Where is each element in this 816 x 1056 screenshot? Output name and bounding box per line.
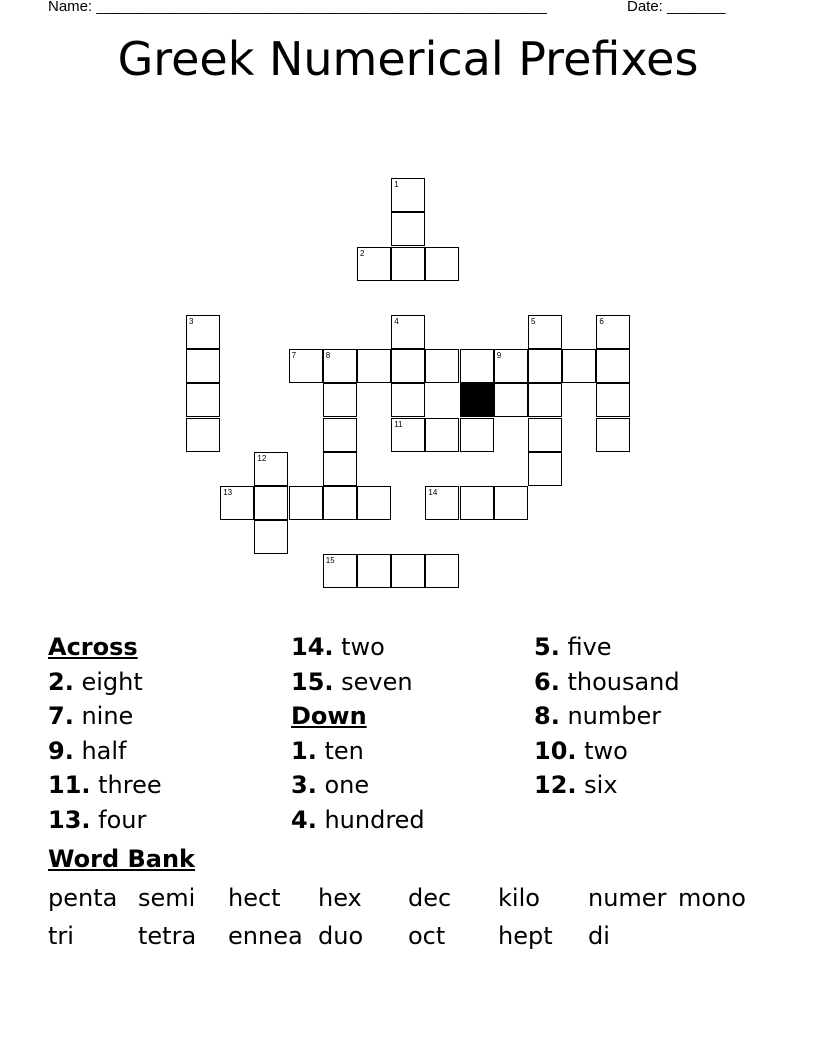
clue-number: 13 [223, 488, 233, 497]
date-field-label: Date: _______ [627, 0, 726, 15]
word-bank-word: duo [318, 922, 364, 950]
clue-number: 10 [462, 385, 472, 395]
clue-item-text: three [90, 771, 162, 799]
clue-number: 5 [531, 317, 536, 326]
clue-item-text: thousand [559, 667, 680, 696]
grid-cell[interactable] [596, 418, 630, 452]
word-bank-word: ennea [228, 922, 303, 950]
grid-cell[interactable] [289, 486, 323, 520]
clue-item-number: 6. [534, 667, 560, 696]
clue-number: 6 [599, 317, 604, 326]
clue-number: 4 [394, 317, 399, 326]
clue-item-text: four [90, 805, 147, 834]
clue-item-number: 8. [534, 702, 560, 730]
clue-item-number: 12. [534, 771, 577, 799]
grid-cell[interactable] [391, 554, 425, 588]
clue-item [534, 734, 774, 769]
grid-cell[interactable] [460, 418, 494, 452]
grid-cell[interactable] [528, 418, 562, 452]
down-heading: Down [291, 702, 367, 730]
word-bank-word: dec [408, 884, 452, 912]
grid-cell[interactable] [425, 349, 459, 383]
grid-cell[interactable] [357, 554, 391, 588]
clue-item-number: 2. [48, 667, 74, 696]
grid-cell[interactable] [357, 349, 391, 383]
page-title: Greek Numerical Prefixes [117, 32, 699, 86]
clue-item [534, 699, 774, 734]
grid-cell[interactable] [220, 486, 254, 520]
clue-number: 15 [325, 556, 335, 566]
grid-cell[interactable] [391, 247, 425, 281]
grid-cell[interactable] [494, 349, 528, 383]
grid-cell[interactable] [186, 315, 220, 349]
word-bank-word: penta [48, 884, 118, 912]
clue-item-text: hundred [316, 805, 425, 834]
clue-item [291, 665, 531, 700]
grid-cell[interactable] [186, 349, 220, 383]
clue-item-text: two [576, 736, 628, 765]
grid-cell[interactable] [425, 554, 459, 588]
clue-item-number: 13. [48, 805, 91, 834]
word-bank-word: mono [678, 884, 746, 912]
clue-item [291, 803, 531, 838]
grid-cell[interactable] [596, 315, 630, 349]
grid-cell[interactable] [391, 212, 425, 246]
grid-cell[interactable] [186, 418, 220, 452]
grid-cell[interactable] [254, 520, 288, 554]
grid-cell[interactable] [425, 418, 459, 452]
word-bank-word: hect [228, 884, 281, 912]
word-bank-word: tetra [138, 922, 197, 950]
grid-cell[interactable] [391, 315, 425, 349]
word-bank-word: hex [318, 884, 362, 912]
name-field-label: Name: ______________________________________________________ [48, 0, 547, 15]
clue-item-number: 14. [291, 633, 334, 661]
grid-cell[interactable] [323, 418, 357, 452]
grid-cell[interactable] [289, 349, 323, 383]
grid-cell[interactable] [460, 486, 494, 520]
clue-number: 3 [189, 317, 194, 326]
grid-cell[interactable] [323, 452, 357, 486]
word-bank-word: numer [588, 884, 667, 912]
word-bank-word: kilo [498, 884, 540, 912]
clue-column-3 [534, 630, 774, 803]
grid-cell[interactable] [596, 383, 630, 417]
grid-cell[interactable] [528, 349, 562, 383]
clue-item-text: ten [316, 736, 364, 765]
grid-cell[interactable] [528, 315, 562, 349]
clue-number: 1 [394, 180, 399, 190]
clue-item-number: 15. [291, 667, 334, 696]
clue-item [291, 768, 531, 803]
grid-cell[interactable] [494, 486, 528, 520]
clue-item-text: eight [73, 667, 143, 696]
grid-cell[interactable] [425, 486, 459, 520]
grid-cell[interactable] [357, 486, 391, 520]
grid-cell[interactable] [391, 418, 425, 452]
clue-item-number: 3. [291, 771, 317, 799]
clue-number: 8 [325, 351, 331, 361]
clue-item [534, 768, 774, 803]
grid-cell[interactable] [357, 247, 391, 281]
grid-cell[interactable] [528, 452, 562, 486]
grid-cell[interactable] [596, 349, 630, 383]
word-bank-word: semi [138, 884, 196, 912]
grid-cell[interactable] [494, 383, 528, 417]
grid-cell[interactable] [562, 349, 596, 383]
grid-cell[interactable] [323, 383, 357, 417]
clue-item [291, 734, 531, 769]
clue-item-number: 1. [291, 736, 317, 765]
grid-cell[interactable] [323, 486, 357, 520]
clue-item-text: number [559, 702, 662, 730]
word-bank-word: di [588, 922, 610, 950]
clue-item [48, 803, 288, 838]
grid-cell[interactable] [391, 383, 425, 417]
word-bank-word: oct [408, 922, 446, 950]
clue-number: 12 [257, 453, 267, 463]
grid-cell[interactable] [323, 349, 357, 383]
clue-item-text: five [559, 633, 612, 661]
clue-item-number: 7. [48, 702, 74, 730]
clue-item-number: 10. [534, 736, 577, 765]
clue-item [48, 734, 288, 769]
clue-item-text: seven [333, 667, 413, 696]
clue-number: 7 [291, 351, 297, 361]
across-heading: Across [48, 633, 138, 661]
clue-column-1 [48, 630, 288, 837]
grid-cell[interactable] [254, 486, 288, 520]
across-clue-list-cont [291, 630, 531, 699]
grid-cell[interactable] [528, 383, 562, 417]
clue-item-number: 11. [48, 771, 91, 799]
clue-item-text: nine [73, 702, 134, 730]
clue-number: 11 [394, 419, 403, 429]
clue-item-number: 5. [534, 633, 560, 661]
grid-cell[interactable] [186, 383, 220, 417]
clue-item-text: half [73, 736, 127, 765]
grid-cell[interactable] [323, 554, 357, 588]
clue-item-text: two [333, 633, 385, 661]
clue-item-text: one [316, 771, 370, 799]
clue-item [534, 665, 774, 700]
clue-item [48, 699, 288, 734]
word-bank-word: tri [48, 922, 74, 950]
clue-number: 2 [360, 248, 365, 258]
clue-item [48, 768, 288, 803]
clue-item [291, 630, 531, 665]
clue-number: 9 [496, 351, 502, 361]
clue-item-number: 9. [48, 736, 74, 765]
clue-item [48, 665, 288, 700]
grid-cell[interactable] [460, 349, 494, 383]
across-clue-list [48, 665, 288, 838]
grid-cell[interactable] [391, 349, 425, 383]
clue-item-number: 4. [291, 805, 317, 834]
down-clue-list-cont [534, 630, 774, 803]
grid-cell[interactable] [391, 178, 425, 212]
grid-cell[interactable] [425, 247, 459, 281]
clue-number: 14 [428, 488, 438, 497]
clue-column-2 [291, 630, 531, 837]
clue-item [534, 630, 774, 665]
word-bank-heading: Word Bank [48, 845, 196, 873]
grid-cell[interactable] [254, 452, 288, 486]
down-clue-list [291, 734, 531, 838]
black-cell [460, 383, 494, 417]
clue-item-text: six [576, 771, 618, 799]
word-bank-word: hept [498, 922, 553, 950]
